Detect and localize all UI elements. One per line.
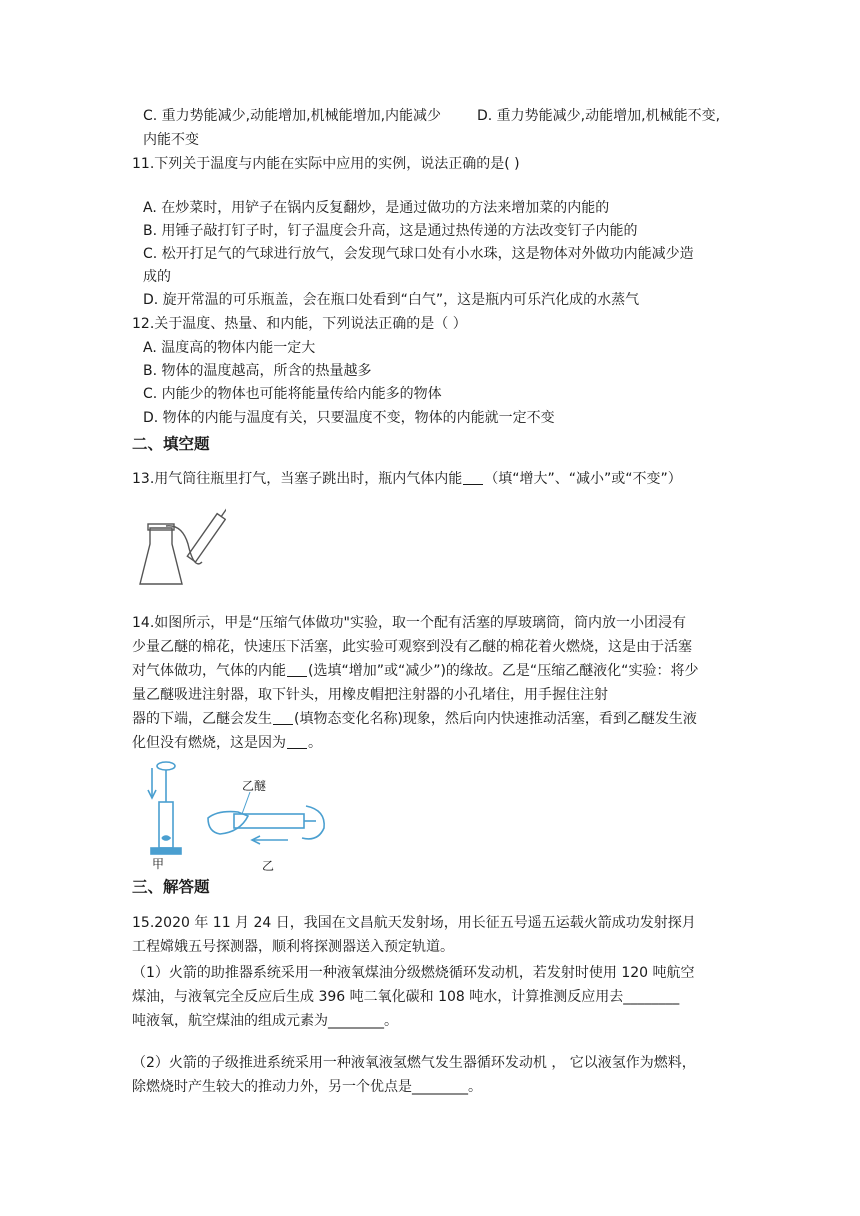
q11-option-c: C. 松开打足气的气球进行放气，会发现气球口处有小水珠，这是物体对外做功内能减少造 <box>143 246 694 262</box>
q12-option-c: C. 内能少的物体也可能将能量传给内能多的物体 <box>143 386 442 402</box>
pump-barrel <box>187 514 225 562</box>
q11-stem: 11.下列关于温度与内能在实际中应用的实例，说法正确的是( ) <box>132 156 520 172</box>
flask-outline <box>140 528 182 584</box>
cotton-ball <box>162 836 170 840</box>
q11-option-a: A. 在炒菜时，用铲子在锅内反复翻炒，是通过做功的方法来增加菜的内能的 <box>143 200 610 216</box>
q14-line-3-after: (选填“增加”或“减少”)的缘故。乙是“压缩乙醚液化“实验：将少 <box>308 663 699 679</box>
q14-line-5-after: (填物态变化名称)现象，然后向内快速推动活塞，看到乙醚发生液 <box>294 711 697 727</box>
q12-option-a: A. 温度高的物体内能一定大 <box>143 340 316 356</box>
q14-blank-3[interactable] <box>287 734 307 749</box>
q15-part2-line-2: 除燃烧时产生较大的推动力外，另一个优点是________。 <box>132 1079 482 1095</box>
q11-option-c-continued: 成的 <box>143 269 171 285</box>
flask-stopper <box>148 524 174 530</box>
label-jia: 甲 <box>152 857 165 871</box>
q14-line-6-after: 。 <box>308 735 322 751</box>
q14-line-6 <box>132 733 322 753</box>
q14-line-5-before: 器的下端，乙醚会发生 <box>132 711 272 727</box>
q14-line-3-before: 对气体做功，气体的内能 <box>132 663 286 679</box>
q13-stem <box>132 469 682 489</box>
q13-answer-blank[interactable] <box>463 470 483 485</box>
q11-option-b: B. 用锤子敲打钉子时，钉子温度会升高，这是通过热传递的方法改变钉子内能的 <box>143 223 638 239</box>
q12-option-b: B. 物体的温度越高，所含的热量越多 <box>143 363 372 379</box>
q12-stem: 12.关于温度、热量、和内能，下列说法正确的是（ ） <box>132 316 467 332</box>
section-heading-fill-in: 二、填空题 <box>132 435 210 453</box>
right-hand <box>302 806 324 839</box>
q10-option-d: D. 重力势能减少,动能增加,机械能不变, <box>477 108 721 124</box>
q14-line-6-before: 化但没有燃烧，这是因为 <box>132 735 286 751</box>
q14-line-3 <box>132 661 698 681</box>
q14-blank-1[interactable] <box>287 662 307 677</box>
q15-part1-line-2: 煤油，与液氧完全反应后生成 396 吨二氧化碳和 108 吨水，计算推测反应用去________ <box>132 989 680 1005</box>
q12-option-d: D. 物体的内能与温度有关，只要温度不变，物体的内能就一定不变 <box>143 410 555 426</box>
q15-line-2: 工程嫦娥五号探测器，顺利将探测器送入预定轨道。 <box>132 939 454 955</box>
q15-part1-line-3: 吨液氧，航空煤油的组成元素为________。 <box>132 1013 398 1029</box>
q15-line-1: 15.2020 年 11 月 24 日，我国在文昌航天发射场，用长征五号遥五运载火箭成功发射探月 <box>132 915 696 931</box>
section-heading-answer: 三、解答题 <box>132 878 210 896</box>
flask-pump-figure <box>136 500 226 595</box>
label-ether: 乙醚 <box>242 779 267 793</box>
q13-stem-before: 13.用气筒往瓶里打气，当塞子跳出时，瓶内气体内能 <box>132 471 463 487</box>
q15-part2-line-1: （2）火箭的子级推进系统采用一种液氧液氢燃气发生器循环发动机 ， 它以液氢作为燃料， <box>132 1055 696 1071</box>
label-yi: 乙 <box>262 859 275 873</box>
glass-cylinder <box>159 802 173 848</box>
q10-option-d-continued: 内能不变 <box>143 132 199 148</box>
q14-blank-2[interactable] <box>273 710 293 725</box>
q14-line-2: 少量乙醚的棉花，快速压下活塞，此实验可观察到没有乙醚的棉花着火燃烧，这是由于活塞 <box>132 639 692 655</box>
q14-figure-drawing <box>138 758 338 874</box>
q15-part1-line-1: （1）火箭的助推器系统采用一种液氧煤油分级燃烧循环发动机，若发射时使用 120 吨航空 <box>132 965 695 981</box>
q14-line-4: 量乙醚吸进注射器，取下针头，用橡皮帽把注射器的小孔堵住，用手握住注射 <box>132 687 608 703</box>
left-hand <box>208 812 248 834</box>
q11-option-d: D. 旋开常温的可乐瓶盖，会在瓶口处看到“白气”，这是瓶内可乐汽化成的水蒸气 <box>143 292 640 308</box>
q14-line-1: 14.如图所示，甲是“压缩气体做功"实验，取一个配有活塞的厚玻璃筒，筒内放一小团浸有 <box>132 615 686 631</box>
piston-knob <box>157 762 175 770</box>
q10-option-c: C. 重力势能减少,动能增加,机械能增加,内能减少 <box>143 108 442 124</box>
q14-figure <box>138 758 338 874</box>
q13-stem-after: （填“增大”、“减小”或“不变”） <box>484 471 682 487</box>
q14-line-5 <box>132 709 697 729</box>
